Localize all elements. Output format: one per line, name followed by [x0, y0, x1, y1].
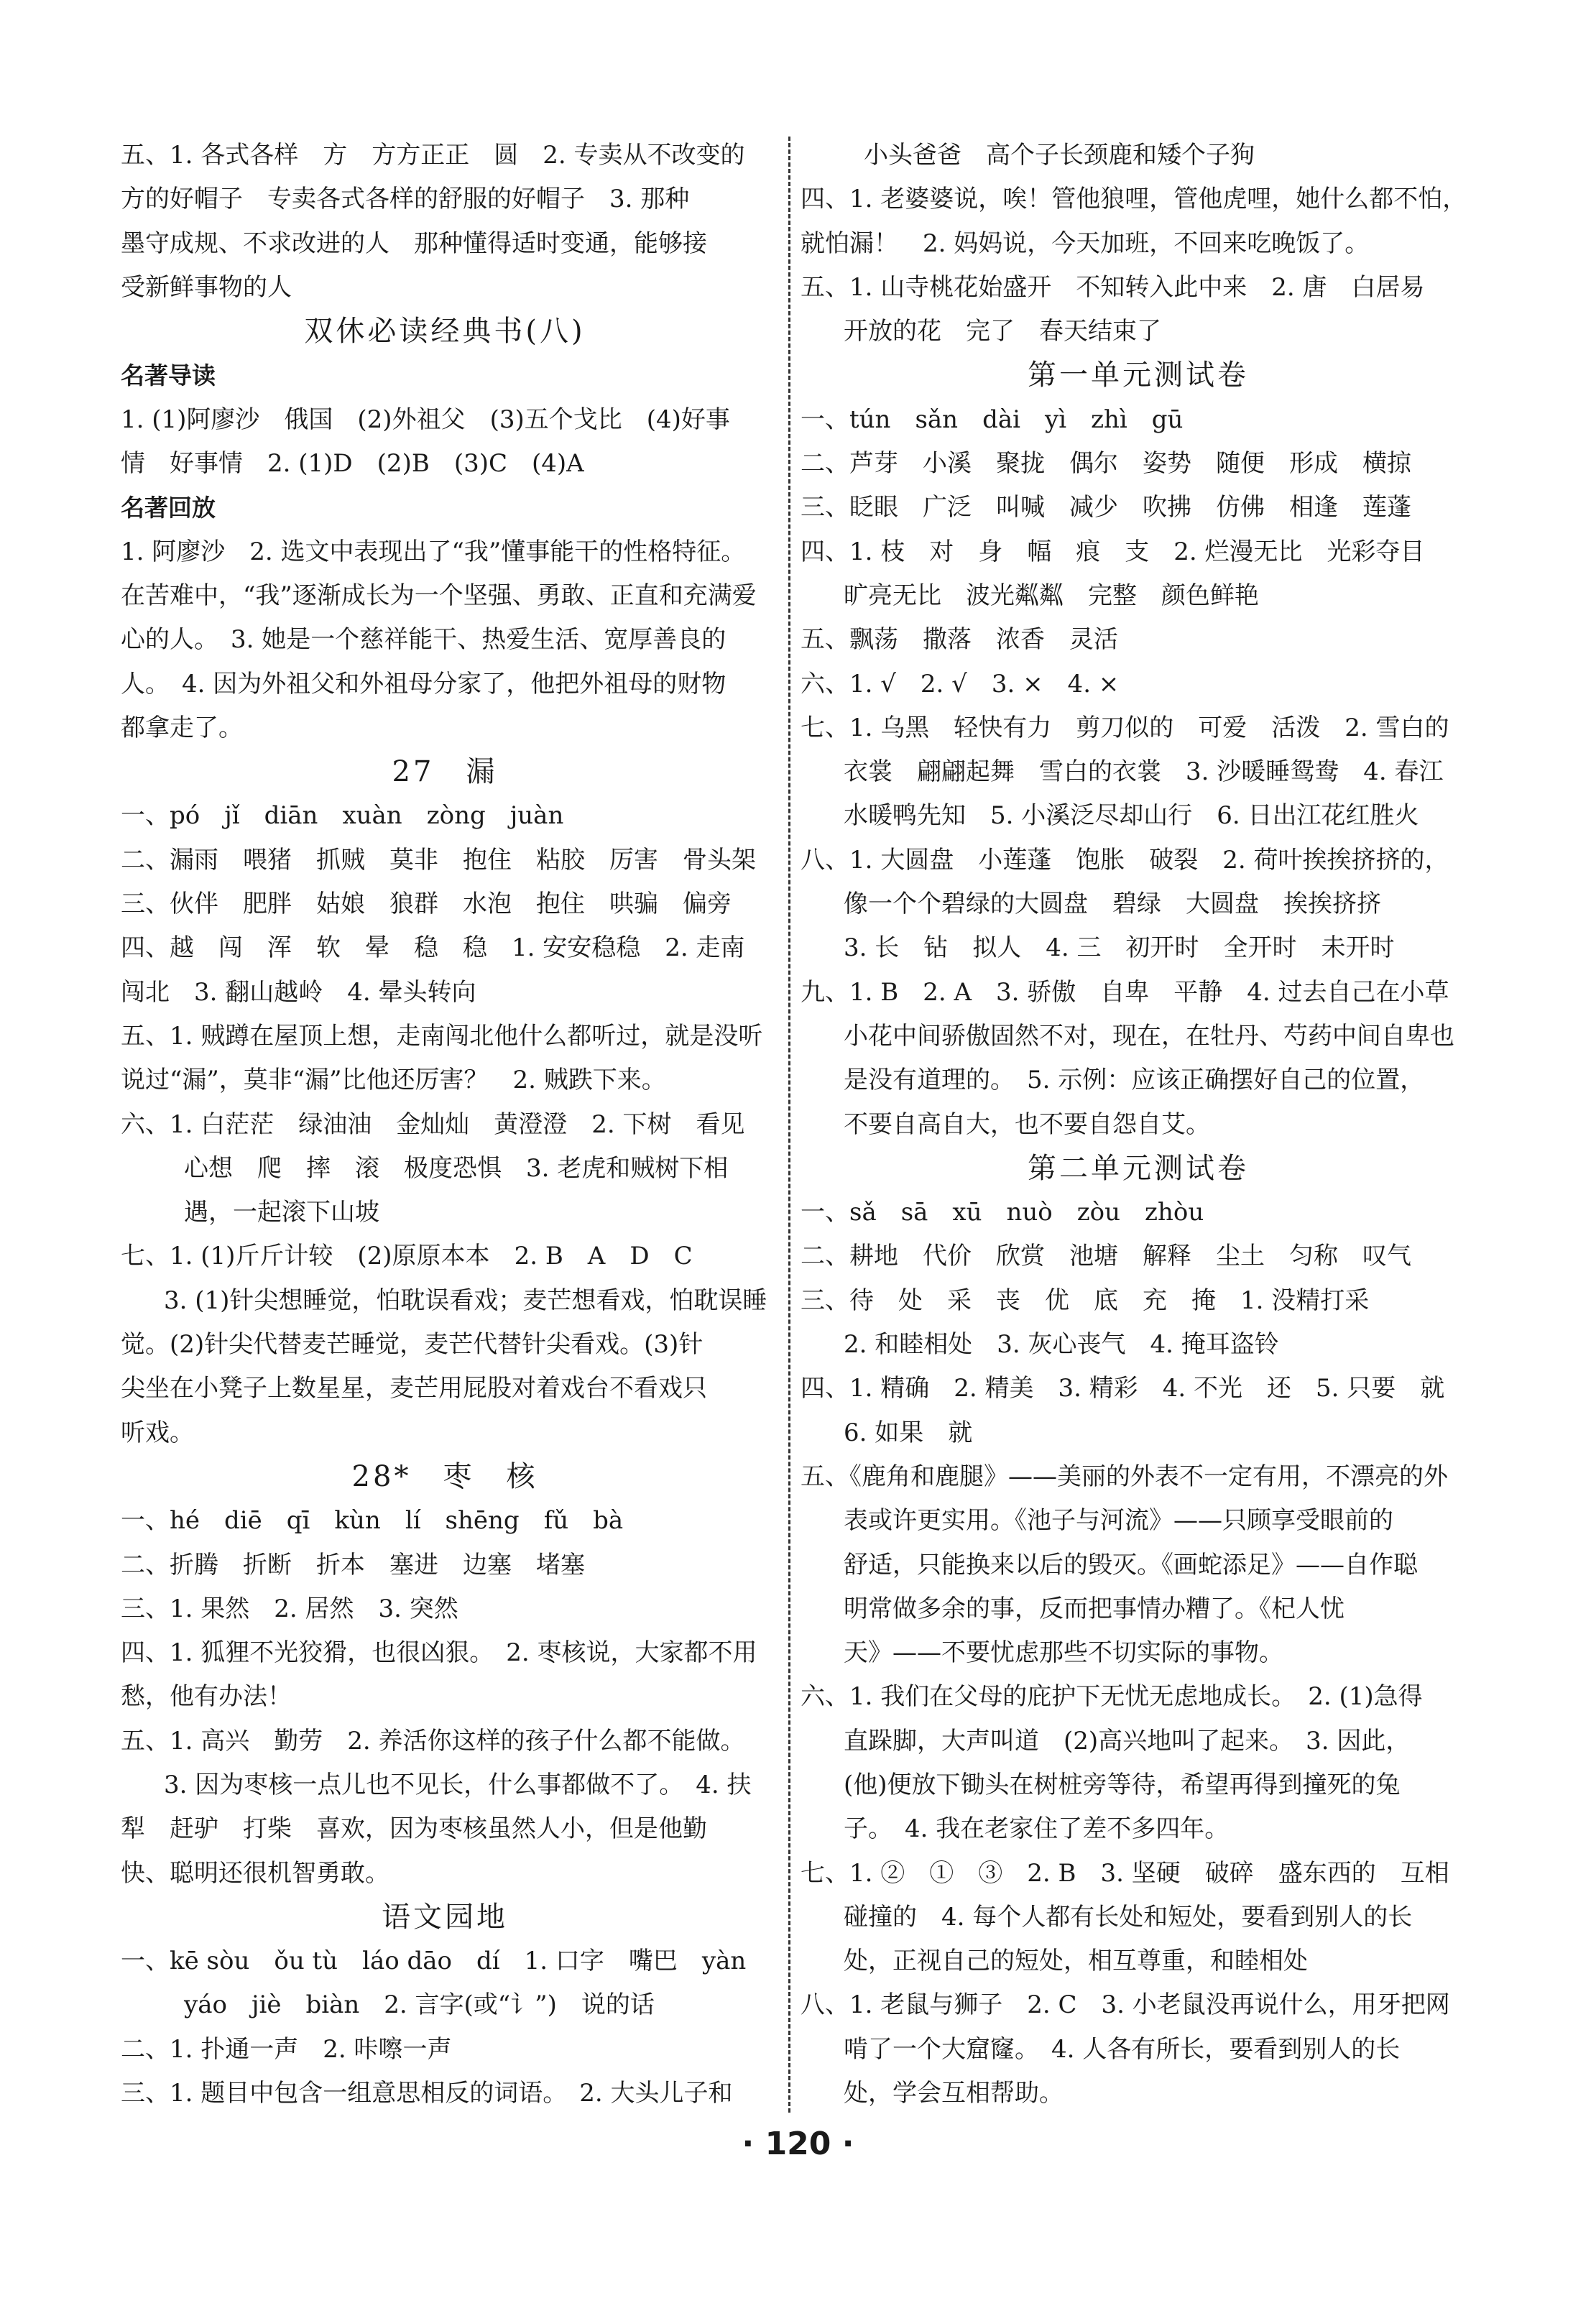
- answer-line: 三、伙伴 肥胖 姑娘 狼群 水泡 抱住 哄骗 偏旁: [121, 890, 732, 919]
- answer-line: 尖坐在小凳子上数星星，麦芒用屁股对着戏台不看戏只: [121, 1374, 707, 1403]
- subsection-heading: 名著回放: [121, 494, 216, 522]
- answer-line: 二、折腾 折断 折本 塞进 边塞 堵塞: [121, 1550, 585, 1579]
- answer-line: 人。 4. 因为外祖父和外祖母分家了，他把外祖母的财物: [121, 669, 726, 698]
- answer-line: 遇，一起滚下山坡: [184, 1198, 379, 1227]
- answer-line: 快、聪明还很机智勇敢。: [121, 1858, 389, 1888]
- answer-line: 闯北 3. 翻山越岭 4. 晕头转向: [121, 977, 476, 1007]
- answer-line: 八、1. 老鼠与狮子 2. C 3. 小老鼠没再说什么，用牙把网: [801, 1990, 1450, 2020]
- answer-line: 五、1. 高兴 勤劳 2. 养活你这样的孩子什么都不能做。: [121, 1726, 745, 1755]
- answer-line: 四、1. 枝 对 身 幅 痕 支 2. 烂漫无比 光彩夺目: [801, 537, 1425, 566]
- answer-line: 3. 长 钻 拟人 4. 三 初开时 全开时 未开时: [844, 933, 1395, 963]
- section-heading: 27 漏: [392, 755, 498, 789]
- answer-line: 2. 和睦相处 3. 灰心丧气 4. 掩耳盗铃: [844, 1330, 1279, 1360]
- section-heading: 第二单元测试卷: [1028, 1151, 1249, 1185]
- left-column: [121, 134, 769, 2115]
- answer-line: 受新鲜事物的人: [121, 272, 292, 302]
- answer-line: 处，学会互相帮助。: [844, 2079, 1064, 2108]
- answer-line: yáo jiè biàn 2. 言字(或“讠”) 说的话: [184, 1990, 655, 2020]
- answer-line: 方的好帽子 专卖各式各样的舒服的好帽子 3. 那种: [121, 185, 690, 214]
- answer-line: 表或许更实用。《池子与河流》——只顾享受眼前的: [844, 1506, 1393, 1536]
- answer-line: 二、1. 扑通一声 2. 咔嚓一声: [121, 2034, 452, 2064]
- answer-line: 在苦难中，“我”逐渐成长为一个坚强、勇敢、正直和充满爱: [121, 581, 757, 610]
- answer-line: 三、1. 题目中包含一组意思相反的词语。 2. 大头儿子和: [121, 2079, 733, 2108]
- answer-line: 啃了一个大窟窿。 4. 人各有所长，要看到别人的长: [844, 2034, 1401, 2064]
- answer-line: 五、1. 山寺桃花始盛开 不知转入此中来 2. 唐 白居易: [801, 272, 1425, 302]
- answer-line: (他)便放下锄头在树桩旁等待，希望再得到撞死的兔: [844, 1770, 1401, 1799]
- answer-line: 情 好事情 2. (1)D (2)B (3)C (4)A: [121, 449, 584, 479]
- answer-line: 六、1. √ 2. √ 3. × 4. ×: [801, 669, 1120, 698]
- section-heading: 28* 枣 核: [351, 1459, 538, 1493]
- answer-line: 听戏。: [121, 1418, 194, 1447]
- answer-line: 愁，他有办法！: [121, 1682, 292, 1712]
- answer-line: 小头爸爸 高个子长颈鹿和矮个子狗: [864, 141, 1255, 170]
- answer-line: 处，正视自己的短处，相互尊重，和睦相处: [844, 1947, 1308, 1976]
- answer-line: 直跺脚，大声叫道 (2)高兴地叫了起来。 3. 因此，: [844, 1726, 1411, 1755]
- answer-line: 五、1. 贼蹲在屋顶上想，走南闯北他什么都听过，就是没听: [121, 1021, 763, 1051]
- answer-line: 开放的花 完了 春天结束了: [844, 317, 1161, 346]
- answer-line: 1. 阿廖沙 2. 选文中表现出了“我”懂事能干的性格特征。: [121, 537, 746, 566]
- answer-line: 二、耕地 代价 欣赏 池塘 解释 尘土 匀称 叹气: [801, 1242, 1411, 1271]
- answer-line: 心想 爬 摔 滚 极度恐惧 3. 老虎和贼树下相: [184, 1153, 729, 1183]
- answer-line: 6. 如果 就: [844, 1418, 973, 1447]
- answer-line: 天》——不要忧虑那些不切实际的事物。: [844, 1638, 1283, 1668]
- answer-line: 五、《鹿角和鹿腿》——美丽的外表不一定有用，不漂亮的外: [801, 1462, 1448, 1491]
- answer-line: 犁 赶驴 打柴 喜欢，因为枣核虽然人小，但是他勤: [121, 1814, 707, 1844]
- answer-line: 三、待 处 采 丧 优 底 充 掩 1. 没精打采: [801, 1286, 1370, 1315]
- section-heading: 语文园地: [382, 1900, 508, 1934]
- section-heading: 双休必读经典书(八): [304, 315, 586, 349]
- answer-line: 一、kē sòu ǒu tù láo dāo dí 1. 口字 嘴巴 yàn: [121, 1947, 747, 1976]
- answer-line: 都拿走了。: [121, 713, 243, 742]
- answer-line: 墨守成规、不求改进的人 那种懂得适时变通，能够接: [121, 229, 707, 258]
- answer-line: 七、1. (1)斤斤计较 (2)原原本本 2. B A D C: [121, 1242, 693, 1271]
- answer-line: 一、sǎ sā xū nuò zòu zhòu: [801, 1198, 1204, 1227]
- column-divider: [788, 137, 790, 2113]
- answer-line: 一、hé diē qī kùn lí shēng fǔ bà: [121, 1506, 624, 1536]
- answer-line: 三、1. 果然 2. 居然 3. 突然: [121, 1594, 458, 1623]
- answer-line: 明常做多余的事，反而把事情办糟了。《杞人忧: [844, 1594, 1344, 1623]
- answer-line: 就怕漏！ 2. 妈妈说，今天加班，不回来吃晚饭了。: [801, 229, 1370, 258]
- answer-line: 四、1. 老婆婆说，唉！管他狼哩，管他虎哩，她什么都不怕，: [801, 185, 1467, 214]
- answer-line: 小花中间骄傲固然不对，现在，在牡丹、芍药中间自卑也: [844, 1021, 1454, 1051]
- page-number: · 120 ·: [742, 2126, 854, 2162]
- right-column: [801, 134, 1476, 2115]
- answer-line: 心的人。 3. 她是一个慈祥能干、热爱生活、宽厚善良的: [121, 625, 726, 655]
- answer-line: 四、1. 狐狸不光狡猾，也很凶狠。 2. 枣核说，大家都不用: [121, 1638, 757, 1668]
- answer-line: 衣裳 翩翩起舞 雪白的衣裳 3. 沙暖睡鸳鸯 4. 春江: [844, 757, 1444, 787]
- answer-line: 觉。(2)针尖代替麦芒睡觉，麦芒代替针尖看戏。(3)针: [121, 1330, 704, 1360]
- section-heading: 第一单元测试卷: [1028, 359, 1249, 392]
- answer-line: 九、1. B 2. A 3. 骄傲 自卑 平静 4. 过去自己在小草: [801, 977, 1449, 1007]
- answer-line: 像一个个碧绿的大圆盘 碧绿 大圆盘 挨挨挤挤: [844, 890, 1381, 919]
- answer-line: 七、1. 乌黑 轻快有力 剪刀似的 可爱 活泼 2. 雪白的: [801, 713, 1449, 742]
- answer-line: 碰撞的 4. 每个人都有长处和短处，要看到别人的长: [844, 1902, 1413, 1932]
- answer-line: 二、芦芽 小溪 聚拢 偶尔 姿势 随便 形成 横掠: [801, 449, 1411, 479]
- answer-line: 二、漏雨 喂猪 抓贼 莫非 抱住 粘胶 厉害 骨头架: [121, 845, 756, 875]
- answer-line: 一、tún sǎn dài yì zhì gū: [801, 405, 1184, 434]
- answer-line: 三、眨眼 广泛 叫喊 减少 吹拂 仿佛 相逢 莲蓬: [801, 493, 1411, 522]
- subsection-heading: 名著导读: [121, 361, 216, 390]
- answer-line: 六、1. 我们在父母的庇护下无忧无虑地成长。 2. (1)急得: [801, 1682, 1423, 1712]
- answer-line: 七、1. ② ① ③ 2. B 3. 坚硬 破碎 盛东西的 互相: [801, 1858, 1449, 1888]
- answer-line: 子。 4. 我在老家住了差不多四年。: [844, 1814, 1230, 1844]
- answer-line: 六、1. 白茫茫 绿油油 金灿灿 黄澄澄 2. 下树 看见: [121, 1109, 745, 1139]
- answer-line: 五、飘荡 撒落 浓香 灵活: [801, 625, 1118, 655]
- answer-line: 是没有道理的。 5. 示例：应该正确摆好自己的位置，: [844, 1066, 1425, 1095]
- answer-line: 舒适，只能换来以后的毁灭。《画蛇添足》——自作聪: [844, 1550, 1418, 1579]
- answer-line: 说过“漏”，莫非“漏”比他还厉害？ 2. 贼跌下来。: [121, 1066, 666, 1095]
- answer-line: 不要自高自大，也不要自怨自艾。: [844, 1109, 1210, 1139]
- answer-line: 四、1. 精确 2. 精美 3. 精彩 4. 不光 还 5. 只要 就: [801, 1374, 1445, 1403]
- answer-line: 一、pó jǐ diān xuàn zòng juàn: [121, 801, 564, 831]
- answer-line: 八、1. 大圆盘 小莲蓬 饱胀 破裂 2. 荷叶挨挨挤挤的，: [801, 845, 1449, 875]
- answer-line: 1. (1)阿廖沙 俄国 (2)外祖父 (3)五个戈比 (4)好事: [121, 405, 730, 434]
- page-number-value: 120: [765, 2126, 831, 2162]
- answer-line: 四、越 闯 浑 软 晕 稳 稳 1. 安安稳稳 2. 走南: [121, 933, 745, 963]
- answer-line: 3. 因为枣核一点儿也不见长，什么事都做不了。 4. 扶: [164, 1770, 752, 1799]
- answer-line: 水暖鸭先知 5. 小溪泛尽却山行 6. 日出江花红胜火: [844, 801, 1419, 831]
- answer-line: 3. (1)针尖想睡觉，怕耽误看戏；麦芒想看戏，怕耽误睡: [164, 1286, 767, 1315]
- answer-line: 旷亮无比 波光粼粼 完整 颜色鲜艳: [844, 581, 1259, 610]
- answer-line: 五、1. 各式各样 方 方方正正 圆 2. 专卖从不改变的: [121, 141, 745, 170]
